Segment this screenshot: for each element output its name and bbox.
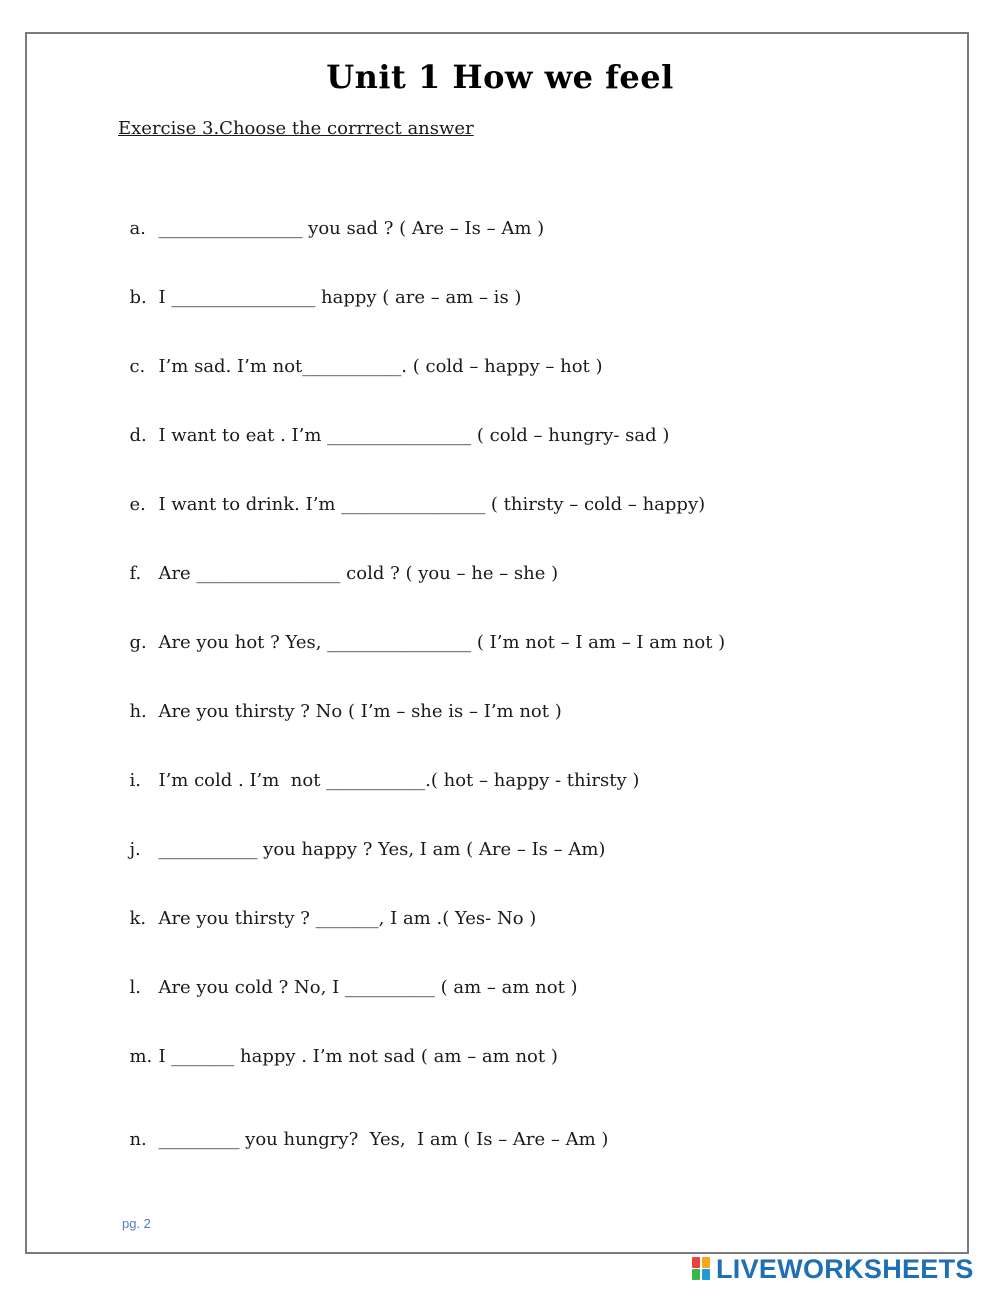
question-letter: j.: [129, 839, 141, 860]
question-h[interactable]: [118, 676, 562, 724]
question-k[interactable]: [118, 883, 536, 931]
question-text: I’m sad. I’m not___________. ( cold – happy – hot ): [158, 356, 603, 377]
question-text: I want to drink. I’m ________________ ( thirsty – cold – happy): [158, 494, 706, 515]
question-f[interactable]: [118, 538, 558, 586]
question-letter: f.: [129, 563, 142, 584]
question-text: Are you cold ? No, I __________ ( am – am not ): [158, 977, 578, 998]
question-e[interactable]: [118, 469, 705, 517]
liveworksheets-logo-icon: [692, 1257, 712, 1281]
question-letter: b.: [129, 287, 147, 308]
question-letter: l.: [129, 977, 141, 998]
question-b[interactable]: [118, 262, 521, 310]
question-text: Are you thirsty ? _______, I am .( Yes- No ): [158, 908, 537, 929]
question-letter: e.: [129, 494, 146, 515]
question-m[interactable]: [118, 1021, 558, 1069]
question-j[interactable]: [118, 814, 605, 862]
liveworksheets-brand[interactable]: [692, 1254, 974, 1284]
question-letter: d.: [129, 425, 147, 446]
question-d[interactable]: [118, 400, 669, 448]
question-letter: g.: [129, 632, 147, 653]
question-letter: c.: [129, 356, 146, 377]
question-c[interactable]: [118, 331, 603, 379]
question-text: I’m cold . I’m not ___________.( hot – happy - thirsty ): [158, 770, 640, 791]
question-text: I ________________ happy ( are – am – is ): [158, 287, 522, 308]
question-a[interactable]: [118, 193, 544, 241]
question-letter: k.: [129, 908, 147, 929]
question-text: I want to eat . I’m ________________ ( cold – hungry- sad ): [158, 425, 670, 446]
question-letter: n.: [129, 1129, 147, 1150]
question-text: ________________ you sad ? ( Are – Is – Am ): [158, 218, 545, 239]
question-text: _________ you hungry? Yes, I am ( Is – Are – Am ): [158, 1129, 609, 1150]
page-title: Unit 1 How we feel: [326, 58, 674, 96]
question-text: Are you hot ? Yes, ________________ ( I’m not – I am – I am not ): [158, 632, 726, 653]
question-text: Are ________________ cold ? ( you – he – she ): [158, 563, 559, 584]
exercise-heading: Exercise 3.Choose the corrrect answer: [118, 118, 474, 139]
question-letter: m.: [129, 1046, 153, 1067]
question-letter: h.: [129, 701, 147, 722]
brand-name: LIVEWORKSHEETS: [716, 1253, 974, 1284]
question-text: I _______ happy . I’m not sad ( am – am not ): [158, 1046, 558, 1067]
question-text: ___________ you happy ? Yes, I am ( Are – Is – Am): [158, 839, 606, 860]
question-letter: a.: [129, 218, 146, 239]
page-number: pg. 2: [122, 1216, 151, 1231]
question-text: Are you thirsty ? No ( I’m – she is – I’m not ): [158, 701, 562, 722]
question-l[interactable]: [118, 952, 578, 1000]
question-g[interactable]: [118, 607, 725, 655]
question-n[interactable]: [118, 1104, 608, 1152]
question-letter: i.: [129, 770, 141, 791]
question-i[interactable]: [118, 745, 639, 793]
